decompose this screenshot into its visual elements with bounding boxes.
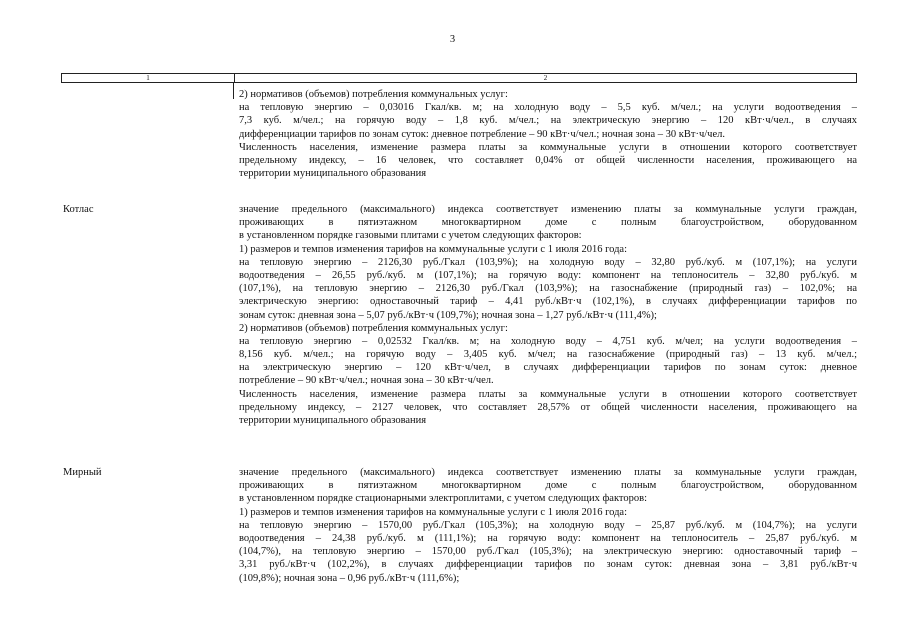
text-line: территории муниципального образования [239, 168, 427, 180]
city-name: Котлас [63, 204, 94, 215]
text-line: Численность населения, изменение размера платы за коммунальные услуги в отношении которого соответствует [239, 388, 857, 400]
text-line: электрическую энергию: одноставочный тариф – 4,41 руб./кВт·ч (102,1%), в случаях дифференциации тарифов по [239, 296, 857, 308]
text-line: 8,156 куб. м/чел.; на горячую воду – 3,405 куб. м/чел; на газоснабжение (природный газ) – 13 куб. м/чел.; [239, 349, 857, 361]
text-line: на тепловую энергию – 2126,30 руб./Гкал (103,9%); на холодную воду – 32,80 руб./куб. м (107,1%); на услуги [239, 256, 857, 268]
text-line: проживающих в пятиэтажном многоквартирном доме с полным благоустройством, оборудованном [239, 480, 857, 492]
text-line: на тепловую энергию – 0,03016 Гкал/кв. м; на холодную воду – 5,5 куб. м/чел.; на услуги водоотведения – [239, 102, 857, 114]
text-line: Численность населения, изменение размера платы за коммунальные услуги в отношении которого соответствует [239, 141, 857, 153]
continuation-block [239, 88, 857, 180]
text-line: предельному индексу, – 16 человек, что составляет 0,04% от общей численности населения, проживающего на [239, 154, 857, 166]
text-line: 3,31 руб./кВт·ч (102,2%), в случаях дифференциации тарифов по зонам суток: дневная зона – 3,81 руб./кВт·ч [239, 559, 857, 571]
text-line: значение предельного (максимального) индекса соответствует изменению платы за коммунальные услуги граждан, [239, 467, 857, 478]
text-line: проживающих в пятиэтажном многоквартирном доме с полным благоустройством, оборудованном [239, 217, 857, 229]
text-line: дифференциации тарифов по зонам суток: дневное потребление – 90 кВт·ч/чел.; ночная зона – 30 кВт·ч/чел. [239, 128, 725, 140]
text-line: значение предельного (максимального) индекса соответствует изменению платы за коммунальные услуги граждан, [239, 204, 857, 215]
text-line: потребление – 90 кВт·ч/чел.; ночная зона – 30 кВт·ч/чел. [239, 375, 494, 387]
section-text-kotlas [239, 203, 857, 427]
table-header-row [61, 73, 857, 83]
text-line: на электрическую энергию – 120 кВт·ч/чел, в случаях дифференциации тарифов по зонам суток: дневное [239, 362, 857, 374]
text-line: территории муниципального образования [239, 415, 427, 426]
text-line: зонам суток: дневная зона – 5,07 руб./кВт·ч (109,7%); ночная зона – 1,27 руб./кВт·ч (111,4%); [239, 309, 657, 321]
section-text-mirny [239, 466, 857, 585]
text-line: 2) нормативов (объемов) потребления коммунальных услуг: [239, 322, 508, 334]
column-divider [233, 83, 234, 99]
text-line: (109,8%); ночная зона – 0,96 руб./кВт·ч (111,6%); [239, 572, 460, 584]
text-line: 1) размеров и темпов изменения тарифов на коммунальные услуги с 1 июля 2016 года: [239, 506, 628, 518]
text-line: 7,3 куб. м/чел.; на горячую воду – 1,8 куб. м/чел.; на электрическую энергию – 120 кВт·ч/чел., в случаях [239, 115, 857, 127]
text-line: предельному индексу, – 2127 человек, что составляет 28,57% от общей численности населения, проживающего на [239, 401, 857, 413]
text-line: 2) нормативов (объемов) потребления коммунальных услуг: [239, 89, 508, 100]
text-line: (104,7%), на тепловую энергию – 1570,00 руб./Гкал (105,3%); на электрическую энергию: одноставочный тариф – [239, 546, 857, 558]
text-line: в установленном порядке газовыми плитами с учетом следующих факторов: [239, 230, 582, 242]
text-line: в установленном порядке стационарными электроплитами, с учетом следующих факторов: [239, 493, 648, 505]
text-line: на тепловую энергию – 0,02532 Гкал/кв. м; на холодную воду – 4,751 куб. м/чел; на услуги водоотведения – [239, 335, 857, 347]
city-name: Мирный [63, 467, 102, 478]
page-number: 3 [449, 34, 456, 45]
text-line: (107,1%), на тепловую энергию – 2126,30 руб./Гкал (103,9%); на газоснабжение (природный газ) – 102,0%; на [239, 283, 857, 295]
text-line: водоотведения – 26,55 руб./куб. м (107,1%); на горячую воду: компонент на теплоноситель – 32,80 руб./куб. м [239, 269, 857, 281]
text-line: 1) размеров и темпов изменения тарифов на коммунальные услуги с 1 июля 2016 года: [239, 243, 628, 255]
text-line: водоотведения – 24,38 руб./куб. м (111,1%); на горячую воду: компонент на теплоноситель – 25,87 руб./куб. м [239, 532, 857, 544]
table-header-col-2: 2 [543, 74, 548, 82]
text-line: на тепловую энергию – 1570,00 руб./Гкал (105,3%); на холодную воду – 25,87 руб./куб. м (104,7%); на услуги [239, 519, 857, 531]
table-header-col-1: 1 [62, 74, 235, 82]
